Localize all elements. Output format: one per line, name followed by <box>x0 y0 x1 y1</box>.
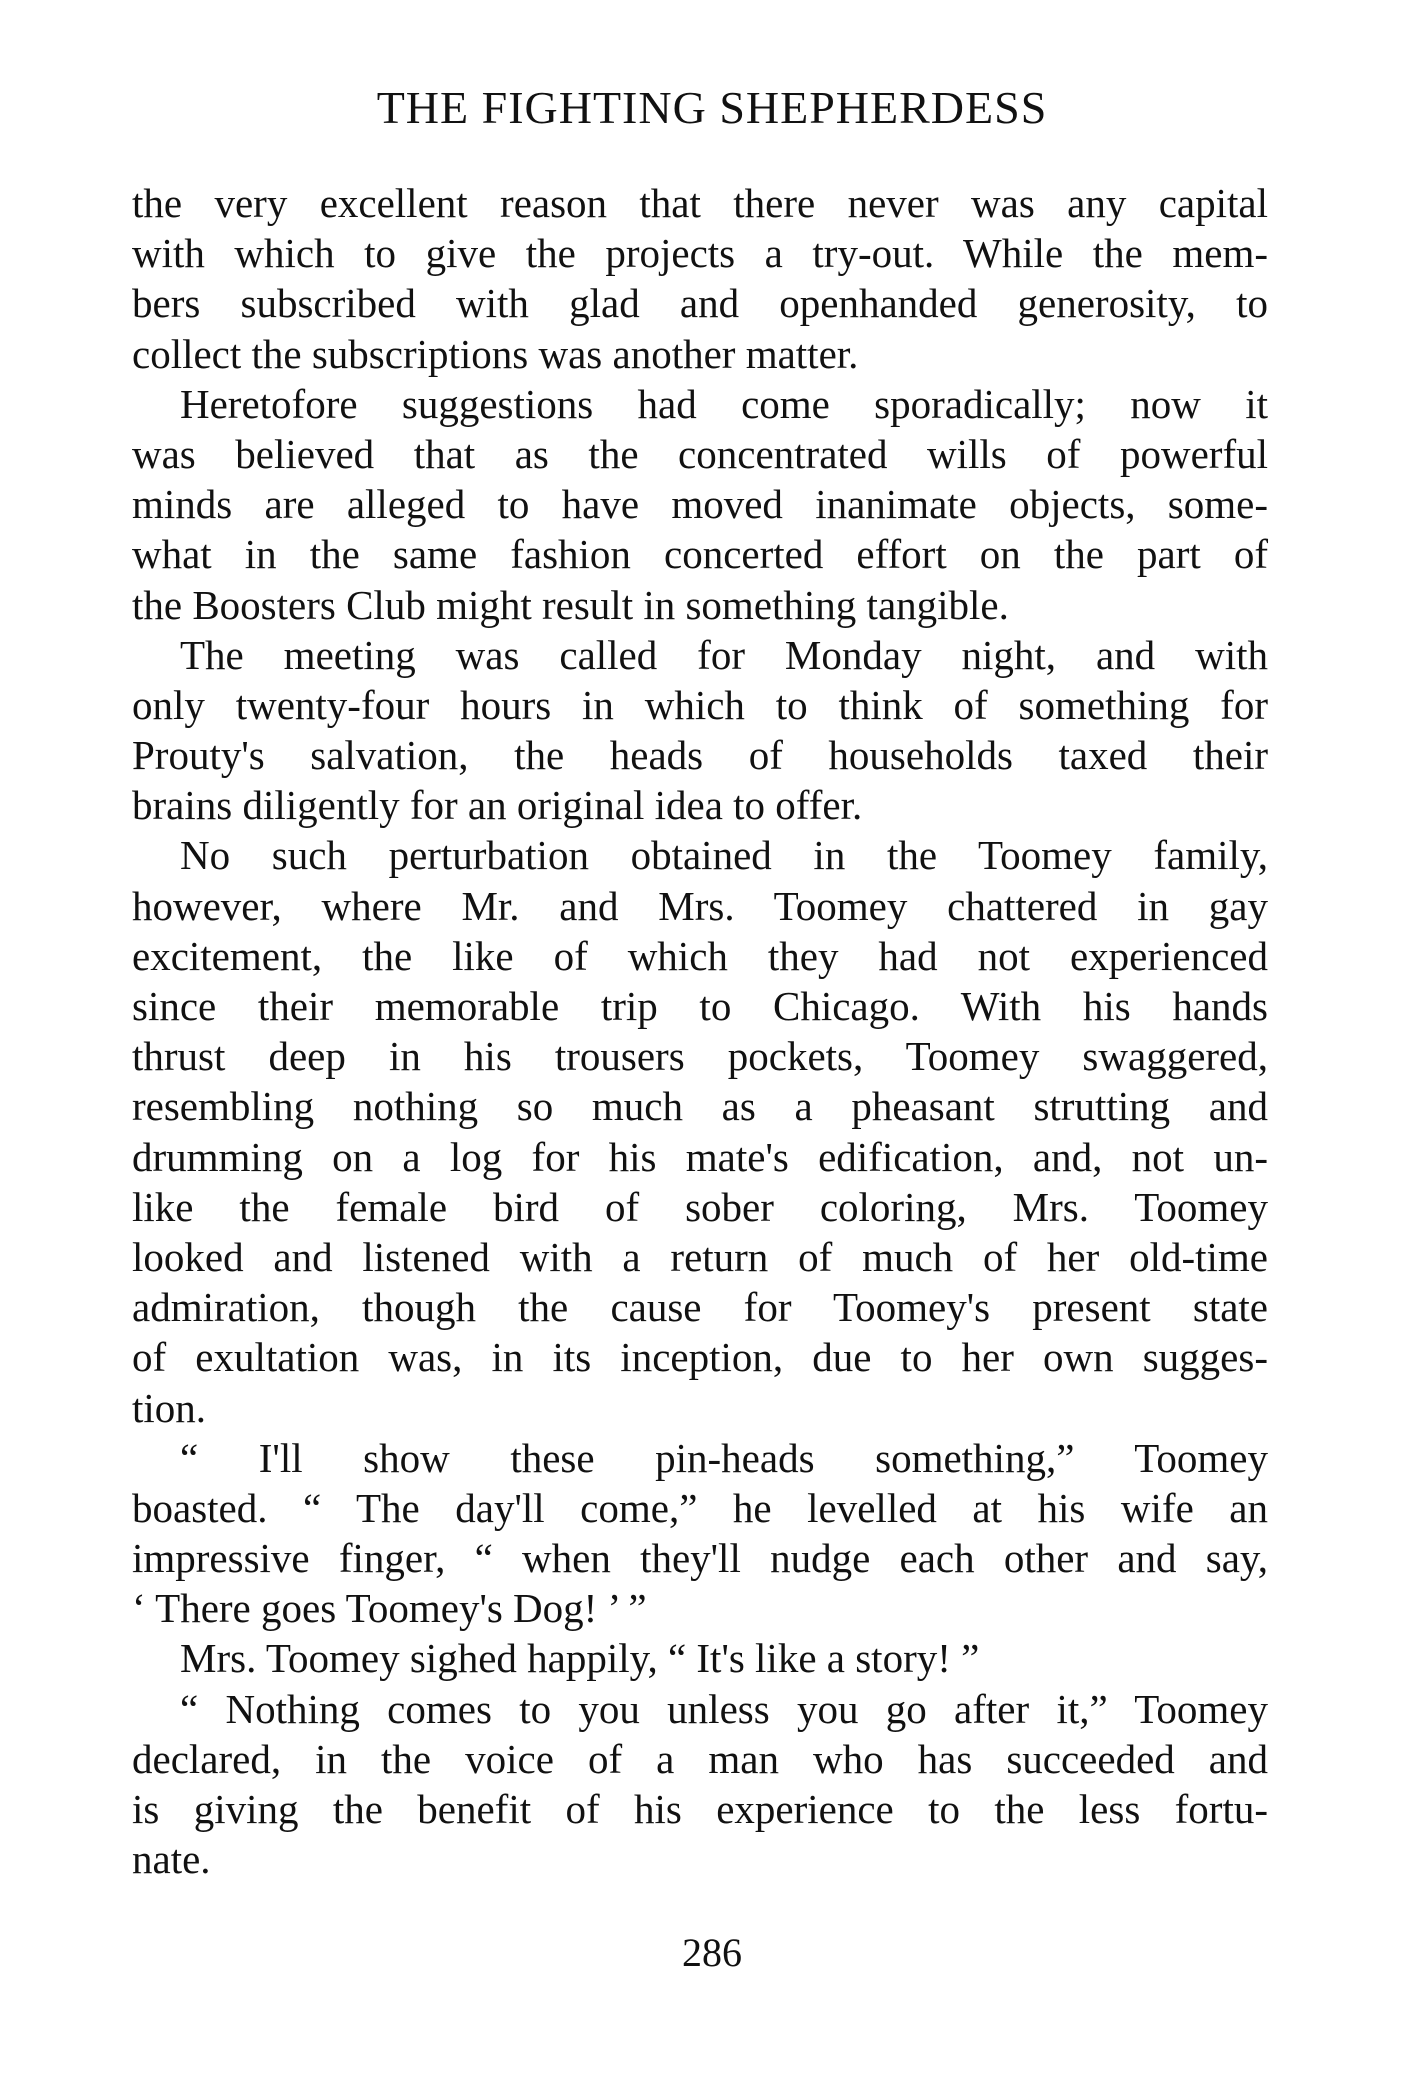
text-line: admiration, though the cause for Toomey's present state <box>132 1284 1268 1331</box>
text-line: boasted. “ The day'll come,” he levelled at his wife an <box>132 1484 1268 1531</box>
text-line: brains diligently for an original idea to offer. <box>132 782 863 829</box>
text-line: Heretofore suggestions had come sporadically; now it <box>180 380 1268 427</box>
text-line: nate. <box>132 1836 211 1883</box>
text-line: only twenty-four hours in which to think of something for <box>132 681 1268 728</box>
text-line: ‘ There goes Toomey's Dog! ’ ” <box>132 1585 647 1632</box>
text-line: The meeting was called for Monday night, and with <box>180 631 1268 678</box>
text-line: was believed that as the concentrated wills of powerful <box>132 430 1268 477</box>
text-line: drumming on a log for his mate's edification, and, not un- <box>132 1133 1268 1180</box>
text-line: excitement, the like of which they had not experienced <box>132 932 1268 979</box>
text-line: since their memorable trip to Chicago. With his hands <box>132 983 1268 1029</box>
text-line: like the female bird of sober coloring, Mrs. Toomey <box>132 1183 1268 1230</box>
text-line: however, where Mr. and Mrs. Toomey chattered in gay <box>132 882 1268 929</box>
text-line: bers subscribed with glad and openhanded generosity, to <box>132 280 1268 327</box>
text-line: of exultation was, in its inception, due to her own sugges- <box>132 1334 1268 1381</box>
running-head: THE FIGHTING SHEPHERDESS <box>376 82 1048 133</box>
body-text <box>132 178 1268 1884</box>
text-line: the Boosters Club might result in something tangible. <box>132 581 1009 628</box>
text-line: tion. <box>132 1384 207 1431</box>
text-line: is giving the benefit of his experience to the less fortu- <box>132 1786 1268 1832</box>
page-number: 286 <box>682 1930 742 1975</box>
text-line: Mrs. Toomey sighed happily, “ It's like a story! ” <box>180 1635 980 1682</box>
text-line: looked and listened with a return of much of her old-time <box>132 1233 1268 1280</box>
text-line: what in the same fashion concerted effort on the part of <box>132 531 1268 578</box>
text-line: declared, in the voice of a man who has succeeded and <box>132 1735 1268 1782</box>
text-line: “ I'll show these pin-heads something,” Toomey <box>180 1434 1268 1481</box>
text-line: with which to give the projects a try-out. While the mem- <box>132 230 1268 277</box>
text-line: “ Nothing comes to you unless you go after it,” Toomey <box>180 1685 1268 1732</box>
text-line: minds are alleged to have moved inanimate objects, some- <box>132 481 1268 528</box>
text-line: thrust deep in his trousers pockets, Toomey swaggered, <box>132 1033 1268 1080</box>
text-line: Prouty's salvation, the heads of households taxed their <box>132 732 1268 779</box>
text-line: the very excellent reason that there never was any capital <box>132 180 1268 226</box>
text-line: impressive finger, “ when they'll nudge each other and say, <box>132 1535 1268 1582</box>
text-line: collect the subscriptions was another matter. <box>132 330 859 377</box>
text-line: No such perturbation obtained in the Toomey family, <box>180 832 1268 879</box>
text-line: resembling nothing so much as a pheasant strutting and <box>132 1083 1268 1130</box>
